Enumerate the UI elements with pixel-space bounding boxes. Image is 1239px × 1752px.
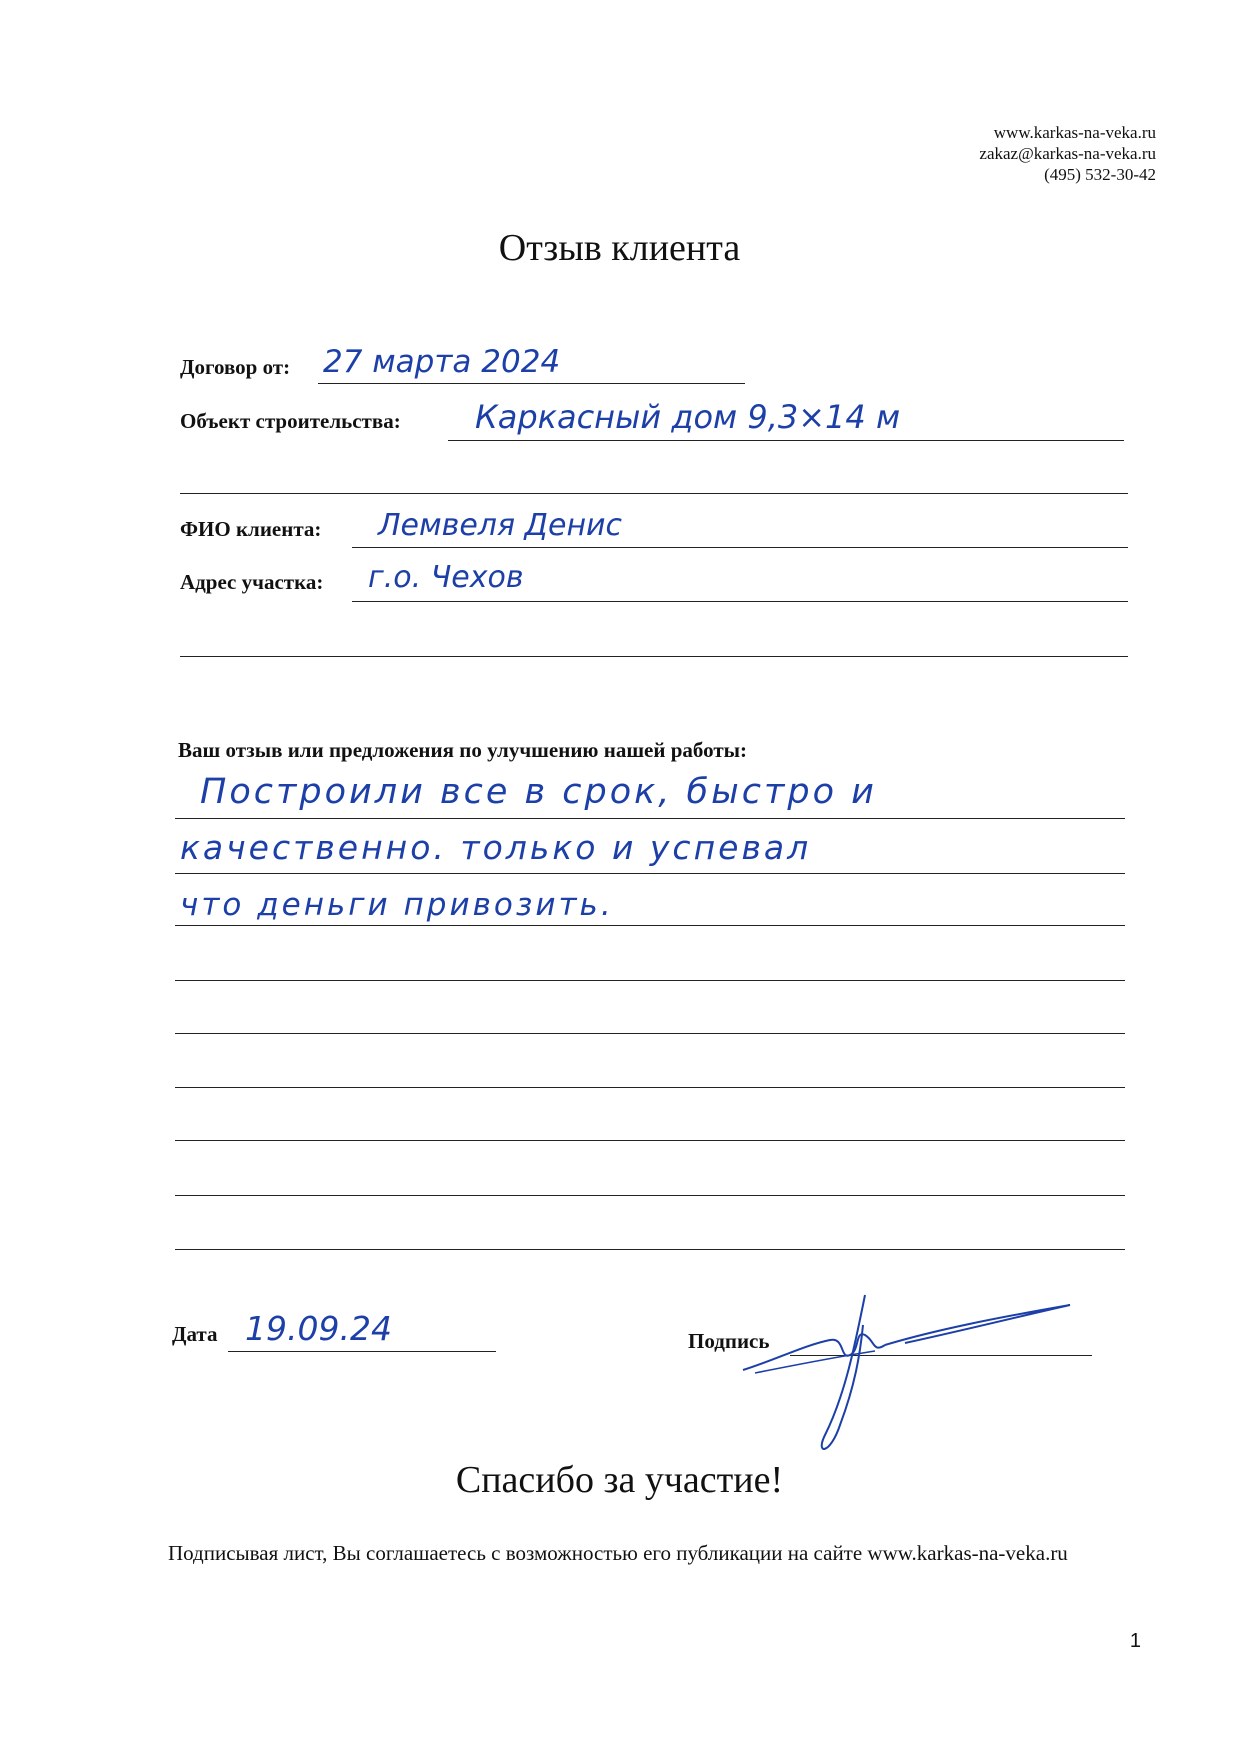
review-line-6 — [175, 1087, 1125, 1088]
contact-block — [979, 122, 1156, 185]
phone-number: (495) 532-30-42 — [1044, 165, 1156, 184]
email-link[interactable]: zakaz@karkas-na-veka.ru — [979, 144, 1156, 163]
contract-label: Договор от: — [180, 355, 291, 379]
address-line — [352, 601, 1128, 602]
website-link[interactable]: www.karkas-na-veka.ru — [993, 123, 1156, 142]
review-text-line-2[interactable]: качественно. только и успевал — [180, 828, 812, 867]
review-line-7 — [175, 1140, 1125, 1141]
address-line-2 — [180, 656, 1128, 657]
consent-text: Подписывая лист, Вы соглашаетесь с возможностью его публикации на сайте www.karkas-na-veka.ru — [168, 1541, 1068, 1565]
review-line-5 — [175, 1033, 1125, 1034]
review-line-2 — [175, 873, 1125, 874]
object-label: Объект строительства: — [180, 409, 401, 433]
review-line-9 — [175, 1249, 1125, 1250]
object-line-2 — [180, 493, 1128, 494]
date-line — [228, 1351, 496, 1352]
date-value[interactable]: 19.09.24 — [245, 1309, 392, 1348]
client-value[interactable]: Лемвеля Денис — [378, 508, 623, 543]
page-title: Отзыв клиента — [498, 227, 741, 269]
page-number: 1 — [1129, 1630, 1141, 1652]
thanks-text: Спасибо за участие! — [455, 1459, 784, 1501]
object-value[interactable]: Каркасный дом 9,3×14 м — [475, 398, 901, 436]
review-line-4 — [175, 980, 1125, 981]
client-label: ФИО клиента: — [180, 517, 322, 541]
review-line-1 — [175, 818, 1125, 819]
contract-value[interactable]: 27 марта 2024 — [323, 344, 561, 380]
date-label: Дата — [172, 1322, 218, 1346]
address-label: Адрес участка: — [180, 570, 324, 594]
review-line-8 — [175, 1195, 1125, 1196]
signature-image — [735, 1285, 1075, 1465]
review-text-line-1[interactable]: Построили все в срок, быстро и — [200, 772, 877, 812]
client-line — [352, 547, 1128, 548]
review-line-3 — [175, 925, 1125, 926]
review-text-line-3[interactable]: что деньги привозить. — [180, 887, 614, 923]
review-label: Ваш отзыв или предложения по улучшению нашей работы: — [178, 738, 748, 762]
address-value[interactable]: г.о. Чехов — [368, 560, 524, 595]
signature-label: Подпись — [688, 1329, 770, 1353]
contract-line — [318, 383, 745, 384]
object-line — [448, 440, 1124, 441]
